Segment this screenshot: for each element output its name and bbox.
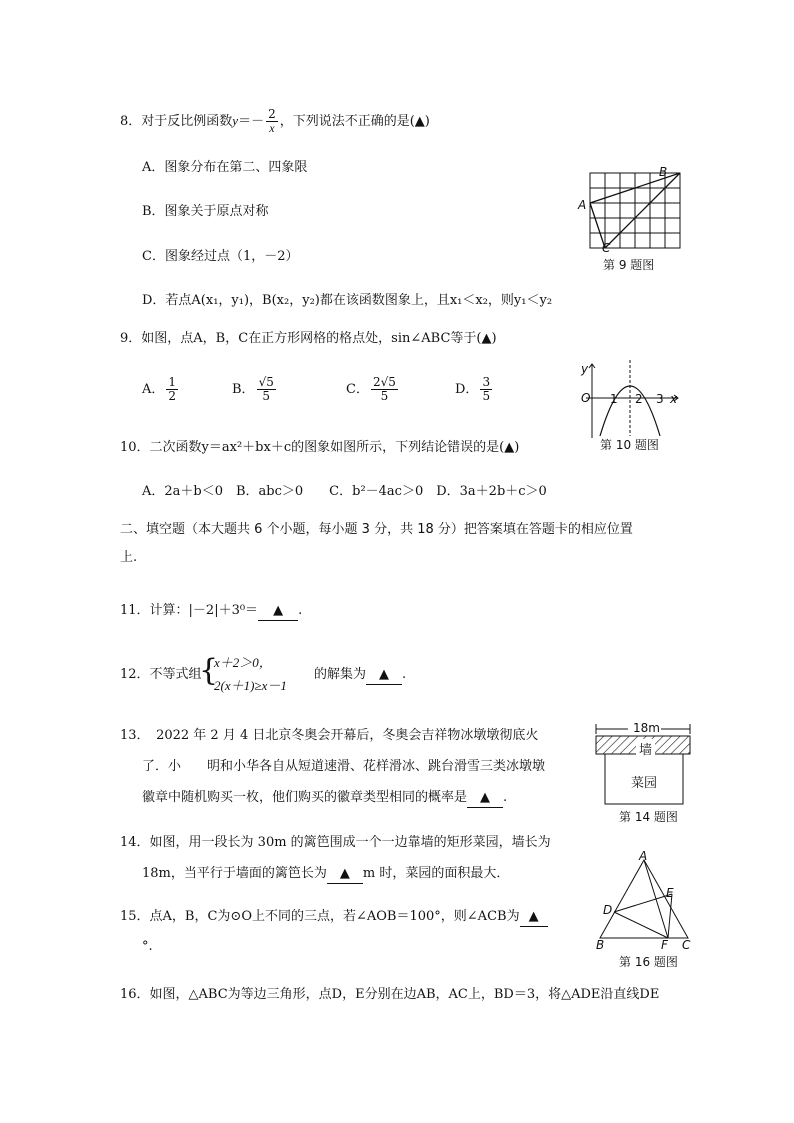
q9-option-c: C． $\frac{2√5}{5}$ — [346, 375, 396, 403]
fig16-label-e: E — [666, 886, 674, 900]
fig14-wall-length: 18m — [633, 721, 660, 735]
q15-line-1: 15．点A，B，C为⊙O上不同的三点，若∠AOB＝100°，则∠ACB为 ▲ — [120, 908, 548, 927]
q9-option-b: B． $\frac{√5}{5}$ — [232, 375, 274, 403]
q10-stem: 10．二次函数y＝ax²＋bx＋c的图象如图所示，下列结论错误的是(▲) — [120, 440, 520, 455]
figure-14-caption: 第 14 题图 — [619, 810, 678, 824]
fig10-label-y: y — [581, 362, 589, 376]
q12-inequality-1: x＋2＞0， — [214, 655, 272, 670]
fig10-tick-2: 2 — [635, 392, 643, 406]
q9-option-a: A． $\frac{1}{2}$ — [142, 375, 177, 403]
figure-9-caption: 第 9 题图 — [603, 258, 655, 272]
q12-inequality-2: 2(x＋1)≥x－1 — [214, 678, 287, 693]
q8-option-d: D．若点A(x₁，y₁)，B(x₂，y₂)都在该函数图象上，且x₁＜x₂，则y₁＜y₂ — [142, 293, 553, 308]
fig14-garden-label: 菜园 — [631, 776, 658, 791]
q8-option-c: C．图象经过点（1，－2） — [142, 249, 299, 264]
figure-16-diagram — [592, 852, 696, 942]
q8-stem: 8．对于反比例函数y＝－ $\frac{2}{x}$ ，下列说法不正确的是(▲) — [120, 107, 430, 135]
fig10-tick-3: 3 — [656, 392, 664, 406]
section-2-heading: 二、填空题（本大题共 6 个小题，每小题 3 分，共 18 分）把答案填在答题卡的相应位置 — [120, 522, 633, 537]
q11: 11．计算：|－2|＋3⁰＝ ▲ . — [120, 602, 302, 621]
q12-tail: 的解集为 ▲ . — [314, 666, 406, 685]
fig10-label-x: x — [670, 392, 678, 406]
q14-answer-blank[interactable]: ▲ — [327, 865, 363, 884]
fig16-label-f: F — [661, 938, 668, 952]
q8-option-b: B．图象关于原点对称 — [142, 204, 269, 219]
fig16-label-b: B — [596, 938, 605, 952]
fig14-wall-label: 墙 — [636, 739, 655, 758]
q9-option-d: D． $\frac{3}{5}$ — [455, 375, 491, 403]
section-2-heading-cont: 上. — [120, 550, 138, 565]
q13-answer-blank[interactable]: ▲ — [467, 789, 503, 808]
q8-fraction: $\frac{2}{x}$ — [268, 107, 276, 135]
q13-line-2: 了．小 明和小华各自从短道速滑、花样滑冰、跳台滑雪三类冰墩墩 — [142, 759, 546, 774]
q12-brace: { — [199, 653, 219, 688]
fig16-label-d: D — [603, 903, 613, 917]
figure-10-caption: 第 10 题图 — [600, 438, 659, 452]
q11-answer-blank[interactable]: ▲ — [258, 602, 298, 621]
fig16-label-c: C — [682, 938, 691, 952]
fig10-label-o: O — [581, 391, 591, 405]
q8-option-a: A．图象分布在第二、四象限 — [142, 160, 308, 175]
q16-line-1: 16．如图，△ABC为等边三角形，点D，E分别在边AB，AC上，BD＝3，将△ADE沿直线DE — [120, 987, 660, 1002]
fig9-label-c: C — [602, 241, 611, 255]
q12-answer-blank[interactable]: ▲ — [366, 666, 402, 685]
fig16-label-a: A — [639, 849, 648, 863]
q14-line-1: 14．如图，用一段长为 30m 的篱笆围成一个一边靠墙的矩形菜园，墙长为 — [120, 835, 551, 850]
q15-line-2: °. — [142, 939, 153, 954]
fig10-tick-1: 1 — [610, 392, 618, 406]
q12-label: 12．不等式组 — [120, 667, 202, 682]
q13-line-3: 徽章中随机购买一枚，他们购买的徽章类型相同的概率是 ▲ . — [142, 789, 507, 808]
q14-line-2: 18m，当平行于墙面的篱笆长为 ▲ m 时，菜园的面积最大． — [142, 865, 509, 884]
fig9-label-b: B — [659, 165, 668, 179]
q10-options: A．2a＋b＜0 B．abc＞0 C．b²－4ac＞0 D．3a＋2b＋c＞0 — [142, 484, 547, 499]
q9-stem: 9．如图，点A，B，C在正方形网格的格点处，sin∠ABC等于(▲) — [120, 331, 497, 346]
fig9-label-a: A — [578, 198, 587, 212]
q15-answer-blank[interactable]: ▲ — [520, 908, 548, 927]
figure-16-caption: 第 16 题图 — [619, 955, 678, 969]
q13-line-1: 13． 2022 年 2 月 4 日北京冬奥会开幕后，冬奥会吉祥物冰墩墩彻底火 — [120, 728, 539, 743]
